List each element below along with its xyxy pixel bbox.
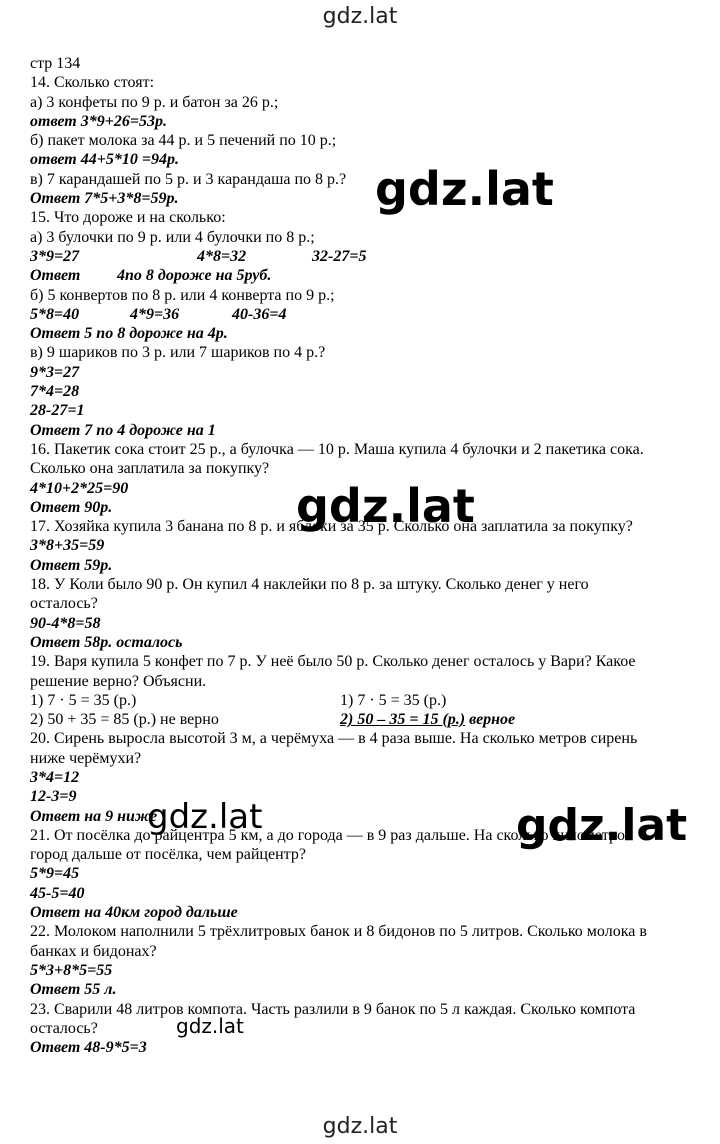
watermark-top: gdz.lat <box>322 4 398 29</box>
task-19-step-2 <box>30 710 710 729</box>
solution-b-step-1: 1) 7 · 5 = 35 (р.) <box>340 691 447 709</box>
task-15c-calc-3: 28-27=1 <box>30 402 85 420</box>
task-15c-calc-1: 9*3=27 <box>30 363 80 381</box>
task-16-calc: 4*10+2*25=90 <box>30 479 129 497</box>
task-20-text-1: 20. Сирень выросла высотой 3 м, а черёмуха — в 4 раза выше. На сколько метров сирень <box>30 730 638 748</box>
watermark-large-1: gdz.lat <box>375 162 554 216</box>
solution-b-verdict: верное <box>465 711 516 729</box>
task-14c: в) 7 карандашей по 5 р. и 3 карандаша по 8 р.? <box>30 170 347 188</box>
task-16-text-1: 16. Пакетик сока стоит 25 р., а булочка — 10 р. Маша купила 4 булочки и 2 пакетика сока. <box>30 440 644 458</box>
task-20-calc-2: 12-3=9 <box>30 788 77 806</box>
calc-1: 3*9=27 <box>30 247 80 265</box>
task-21-answer: Ответ на 40км город дальше <box>30 904 238 922</box>
task-17-text: 17. Хозяйка купила 3 банана по 8 р. и яблоки за 35 р. Сколько она заплатила за покупку? <box>30 518 633 536</box>
task-21-text-2: город дальше от посёлка, чем райцентр? <box>30 846 306 864</box>
watermark-medium: gdz.lat <box>147 797 263 837</box>
task-15b-work <box>30 305 710 324</box>
task-21-text-1: 21. От посёлка до райцентра 5 км, а до города — в 9 раз дальше. На сколько километров <box>30 826 633 844</box>
page-reference: стр 134 <box>30 55 81 72</box>
task-15c-answer: Ответ 7 по 4 дороже на 1 <box>30 421 216 439</box>
task-17-answer: Ответ 59р. <box>30 556 113 574</box>
task-19-text-1: 19. Варя купила 5 конфет по 7 р. У неё было 50 р. Сколько денег осталось у Вари? Какое <box>30 653 636 671</box>
watermark-large-2: gdz.lat <box>296 479 475 533</box>
watermark-small: gdz.lat <box>176 1014 244 1038</box>
task-22-calc: 5*3+8*5=55 <box>30 961 113 979</box>
watermark-large-3: gdz.lat <box>516 800 688 851</box>
task-23-text-1: 23. Сварили 48 литров компота. Часть разлили в 9 банок по 5 л каждая. Сколько компота <box>30 1000 636 1018</box>
calc-1: 5*8=40 <box>30 305 80 323</box>
task-17-calc: 3*8+35=59 <box>30 537 105 555</box>
task-18-answer: Ответ 58р. осталось <box>30 633 183 651</box>
task-15b-answer: Ответ 5 по 8 дороже на 4р. <box>30 325 228 343</box>
task-19-text-2: решение верно? Объясни. <box>30 672 207 690</box>
task-15a: а) 3 булочки по 9 р. или 4 булочки по 8 р.; <box>30 228 315 246</box>
calc-2: 4*9=36 <box>130 305 180 323</box>
task-14b-answer: ответ 44+5*10 =94р. <box>30 151 179 169</box>
task-14a-answer: ответ 3*9+26=53р. <box>30 112 167 130</box>
solution-b-calc: 2) 50 – 35 = 15 (р.) <box>340 711 466 729</box>
watermark-bottom: gdz.lat <box>322 1114 398 1139</box>
task-14a: а) 3 конфеты по 9 р. и батон за 26 р.; <box>30 93 279 111</box>
answer-text: 4по 8 дороже на 5руб. <box>117 267 272 285</box>
task-21-calc-1: 5*9=45 <box>30 865 80 883</box>
task-19-step-1 <box>30 691 710 710</box>
task-14-title: 14. Сколько стоят: <box>30 74 155 92</box>
task-18-text-2: осталось? <box>30 595 98 613</box>
task-15a-work <box>30 247 710 266</box>
task-20-answer: Ответ на 9 ниже <box>30 807 158 825</box>
task-15a-answer <box>30 266 710 285</box>
task-14b: б) пакет молока за 44 р. и 5 печений по 10 р.; <box>30 132 337 150</box>
task-14c-answer: Ответ 7*5+3*8=59р. <box>30 190 179 208</box>
task-15c-calc-2: 7*4=28 <box>30 383 80 401</box>
calc-3: 32-27=5 <box>312 247 367 265</box>
task-18-text-1: 18. У Коли было 90 р. Он купил 4 наклейки по 8 р. за штуку. Сколько денег у него <box>30 576 589 594</box>
task-20-text-2: ниже черёмухи? <box>30 749 142 767</box>
task-23-text-2: осталось? <box>30 1019 98 1037</box>
calc-3: 40-36=4 <box>232 305 287 323</box>
task-16-answer: Ответ 90р. <box>30 498 113 516</box>
solution-a-step-1: 1) 7 · 5 = 35 (р.) <box>30 691 137 709</box>
task-22-text-1: 22. Молоком наполнили 5 трёхлитровых банок и 8 бидонов по 5 литров. Сколько молока в <box>30 923 647 941</box>
solution-b-step-2 <box>340 710 515 729</box>
task-16-text-2: Сколько она заплатила за покупку? <box>30 460 270 478</box>
calc-2: 4*8=32 <box>197 247 247 265</box>
solution-a-step-2: 2) 50 + 35 = 85 (р.) не верно <box>30 711 219 729</box>
task-15-title: 15. Что дороже и на сколько: <box>30 209 226 227</box>
task-18-calc: 90-4*8=58 <box>30 614 101 632</box>
task-22-text-2: банках и бидонах? <box>30 942 157 960</box>
task-20-calc-1: 3*4=12 <box>30 768 80 786</box>
task-22-answer: Ответ 55 л. <box>30 981 117 999</box>
solution-text <box>30 54 710 1057</box>
task-15b: б) 5 конвертов по 8 р. или 4 конверта по 9 р.; <box>30 286 335 304</box>
answer-label: Ответ <box>30 267 81 285</box>
task-15c: в) 9 шариков по 3 р. или 7 шариков по 4 р.? <box>30 344 326 362</box>
task-23-answer: Ответ 48-9*5=3 <box>30 1039 147 1057</box>
task-21-calc-2: 45-5=40 <box>30 884 85 902</box>
